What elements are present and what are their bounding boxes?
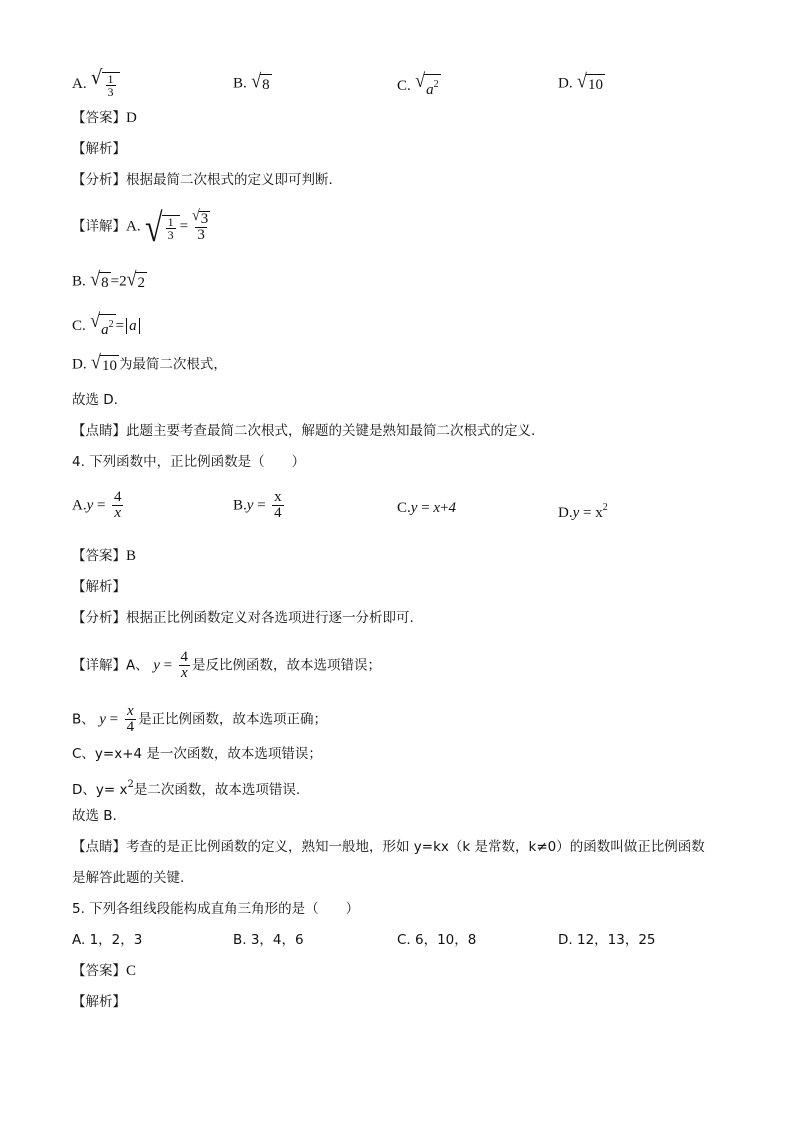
q3-detail-a: 【详解】A. √ $\frac{1}{3}$ = √ 3 3: [72, 210, 214, 243]
q3-option-d: D. √ 10: [558, 69, 603, 93]
radical-8: √ 8: [251, 69, 270, 93]
fraction-one-third: $\frac{1}{3}$: [107, 72, 114, 99]
q3-analysis-heading: 【解析】: [72, 141, 126, 157]
radical-one-third: √ $\frac{1}{3}$: [91, 70, 119, 98]
q4-option-b: B.y = $\frac{x}{4}$: [233, 489, 282, 521]
q3-dianjing: 【点睛】此题主要考查最简二次根式，解题的关键是熟知最简二次根式的定义.: [72, 423, 536, 439]
q3-option-a: A. √ $\frac{1}{3}$: [72, 70, 120, 98]
q3-detail-c: C. √ $a^2$ = a: [72, 312, 140, 340]
q4-option-d: $D.y = x^2$: [558, 502, 608, 521]
q3-detail-d: D. √ 10 为最简二次根式，: [72, 350, 227, 374]
radical-10: √ 10: [577, 69, 603, 93]
q3-option-c: C. √ $a^2$: [397, 69, 439, 98]
q4-option-c: C.y = x+4: [397, 500, 457, 516]
q5-answer: 【答案】C: [72, 963, 137, 979]
q3-conclusion: 故选 D.: [72, 392, 118, 408]
q4-detail-c: C、y=x+4 是一次函数，故本选项错误；: [72, 746, 322, 762]
q3-answer: 【答案】D: [72, 110, 137, 126]
q4-dianjing-1: 【点睛】考查的是正比例函数的定义，熟知一般地，形如 y=kx（k 是常数，k≠0）的函数叫做正比例函数: [72, 839, 705, 855]
q5-option-c: C. 6，10，8: [397, 932, 477, 948]
q4-option-a: A.y = $\frac{4}{x}$: [72, 489, 122, 521]
q4-detail-b: B、 y = $\frac{x}{4}$ 是正比例函数，故本选项正确；: [72, 703, 328, 735]
radical-one-third-detail: √ $\frac{1}{3}$: [145, 211, 180, 243]
q5-option-a: A. 1，2，3: [72, 932, 143, 948]
q4-fenxi: 【分析】根据正比例函数定义对各选项进行逐一分析即可.: [72, 610, 414, 626]
q3-detail-b: B. √ 8 =2 √ 2: [72, 267, 145, 291]
q4-dianjing-2: 是解答此题的关键.: [72, 870, 185, 886]
q3-option-b: B. √ 8: [233, 69, 270, 93]
q5-option-b: B. 3，4，6: [233, 932, 304, 948]
q4-analysis-heading: 【解析】: [72, 579, 126, 595]
q5-stem: 5. 下列各组线段能构成直角三角形的是（ ）: [72, 901, 360, 917]
q4-detail-a: 【详解】A、 y = $\frac{4}{x}$ 是反比例函数，故本选项错误；: [72, 649, 382, 681]
q4-conclusion: 故选 B.: [72, 808, 117, 824]
q5-analysis-heading: 【解析】: [72, 994, 126, 1010]
q4-answer: 【答案】B: [72, 548, 137, 564]
q5-option-d: D. 12，13，25: [558, 932, 656, 948]
q3-fenxi: 【分析】根据最简二次根式的定义即可判断.: [72, 172, 333, 188]
fraction-root3-over-3: √ 3 3: [192, 208, 209, 243]
q4-detail-d: D、$y= x^2$是二次函数，故本选项错误.: [72, 779, 301, 798]
radical-a-squared: √ $a^2$: [415, 69, 439, 98]
q4-stem: 4. 下列函数中，正比例函数是（ ）: [72, 454, 306, 470]
